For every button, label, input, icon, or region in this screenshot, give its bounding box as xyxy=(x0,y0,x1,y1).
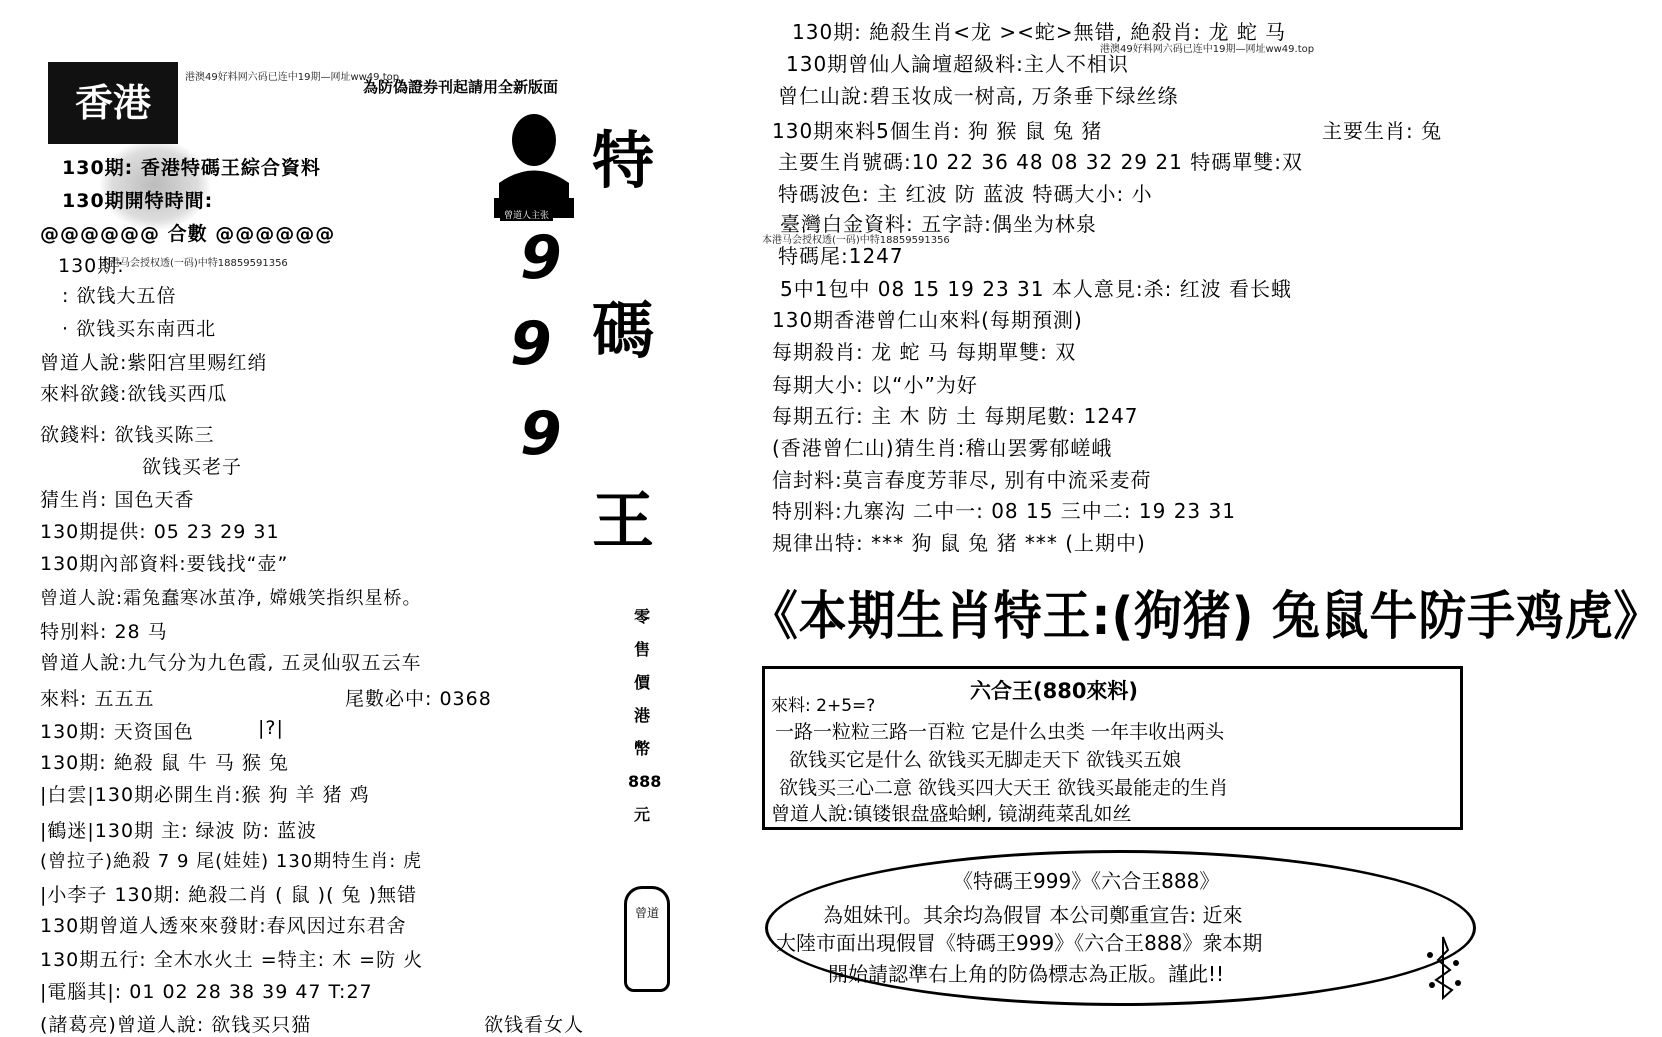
anti-counterfeit-mark-icon xyxy=(1418,935,1468,1000)
left-line-dongnan: · 欲钱买东南西北 xyxy=(62,318,217,340)
right-line-biyu: 曾仁山說:碧玉妆成一树高, 万条垂下绿丝绦 xyxy=(778,84,1179,108)
right-line-caishengxiao: (香港曾仁山)猜生肖:稽山罢雾郁嵯峨 xyxy=(772,436,1113,460)
left-line-jueshas: 130期: 絶殺 鼠 牛 马 猴 兔 xyxy=(40,752,289,774)
box-line-1: 一路一粒粒三路一百粒 它是什么虫类 一年丰收出两头 xyxy=(775,721,1225,743)
oval-line-2: 為姐妹刊。其余均為假冒 本公司鄭重宣告: 近來 xyxy=(823,903,1243,927)
left-line-wuxing: 130期五行: 全木水火土 =特主: 木 =防 火 xyxy=(40,949,424,971)
right-line-wuzhongyi: 5中1包中 08 15 19 23 31 本人意見:杀: 红波 看长蛾 xyxy=(780,277,1293,301)
left-line-weishu: 尾數必中: 0368 xyxy=(345,688,492,710)
portrait-caption: 曾道人主张 xyxy=(500,208,553,221)
right-line-tebie: 特別料:九寨沟 二中一: 08 15 三中二: 19 23 31 xyxy=(772,499,1236,523)
right-line-xinfeng: 信封料:莫言春度芳菲尽, 别有中流采麦荷 xyxy=(772,468,1152,492)
box-line-2: 欲钱买它是什么 欲钱买无脚走天下 欲钱买五娘 xyxy=(789,749,1182,771)
left-line-130: 130期: xyxy=(58,255,125,277)
left-line-diannao: |電腦其|: 01 02 28 38 39 47 T:27 xyxy=(40,981,373,1003)
left-line-title: 130期: 香港特碼王綜合資料 xyxy=(62,157,321,179)
liuhewang-box xyxy=(762,666,1463,830)
title-char-wang: 王 xyxy=(592,484,655,557)
left-line-wuwuwu: 來料: 五五五 xyxy=(40,688,155,710)
left-line-neibu: 130期內部資料:要钱找“壶” xyxy=(40,553,289,575)
watermark-top-left: 港澳49好料网六码已连中19期—网址ww49.top xyxy=(185,72,400,83)
nine-digit-3: 9 xyxy=(520,399,562,469)
left-line-zenglazi: (曾拉子)絶殺 7 9 尾(娃娃) 130期特生肖: 虎 xyxy=(40,851,423,872)
portrait-image xyxy=(494,108,574,218)
hongkong-logo: 香港 xyxy=(48,62,178,144)
box-line-3: 欲钱买三心二意 欲钱买四大天王 欲钱买最能走的生肖 xyxy=(779,777,1229,799)
left-line-tianzi: 130期: 天资国色 xyxy=(40,721,194,743)
left-line-tigong: 130期提供: 05 23 29 31 xyxy=(40,521,280,543)
box-question: 來料: 2+5=? xyxy=(771,696,876,716)
left-line-xiaolizi: |小李子 130期: 絶殺二肖 ( 鼠 )( 兔 )無错 xyxy=(40,884,417,906)
title-char-ma: 碼 xyxy=(592,294,655,367)
oval-line-1: 《特碼王999》《六合王888》 xyxy=(953,869,1220,893)
watermark-mid-left: 本港马会授权透(一码)中特18859591356 xyxy=(100,258,288,269)
right-line-daxiao: 每期大小: 以“小”为好 xyxy=(772,373,978,397)
left-line-tebieliao: 特別料: 28 马 xyxy=(40,621,168,643)
right-line-guilv: 規律出特: *** 狗 鼠 兔 猪 *** (上期中) xyxy=(772,531,1146,555)
left-line-hemi: |鶴迷|130期 主: 绿波 防: 蓝波 xyxy=(40,820,318,842)
left-line-heshu: @@@@@@ 合數 @@@@@@ xyxy=(40,223,336,245)
right-line-wuxing: 每期五行: 主 木 防 土 每期尾數: 1247 xyxy=(772,404,1139,428)
left-line-dawubei: : 欲钱大五倍 xyxy=(62,285,177,307)
zodiac-slogan: 《本期生肖特王:(狗猪) 兔鼠牛防手鸡虎》 xyxy=(750,587,1662,647)
left-line-xigua: 來料欲錢:欲钱买西瓜 xyxy=(40,383,228,405)
right-line-luntan: 130期曾仙人論壇超級料:主人不相识 xyxy=(786,52,1129,76)
right-line-taiwan: 臺灣白金資料: 五字詩:偶坐为林泉 xyxy=(780,212,1097,236)
right-line-jueshas: 130期: 絶殺生肖<龙 ><蛇>無错, 絶殺肖: 龙 蛇 马 xyxy=(792,20,1287,44)
notice-oval xyxy=(765,850,1476,1006)
left-line-guose: 猜生肖: 国色天香 xyxy=(40,489,195,511)
right-line-shaxiao: 每期殺肖: 龙 蛇 马 每期單雙: 双 xyxy=(772,340,1077,364)
box-line-4: 曾道人說:镇镂银盘盛蛤蜊, 镜湖莼菜乱如丝 xyxy=(771,803,1132,825)
title-char-te: 特 xyxy=(592,124,655,197)
right-line-main-zodiac: 主要生肖: 兔 xyxy=(1322,119,1443,143)
left-line-shuangtu: 曾道人說:霜兔蠢寒冰茧净, 嫦娥笑指织星桥。 xyxy=(40,588,422,609)
left-line-zidao: 曾道人說:紫阳宫里赐红绡 xyxy=(40,352,268,374)
left-line-nvren: 欲钱看女人 xyxy=(484,1014,585,1036)
box-title: 六合王(880來料) xyxy=(970,679,1139,703)
left-line-zhuge: (諸葛亮)曾道人說: 欲钱买只猫 xyxy=(40,1014,312,1036)
left-line-tianzi-box: |?| xyxy=(258,717,284,739)
anti-counterfeit-banner: 為防偽證券刊起請用全新版面 xyxy=(363,78,559,96)
oval-line-4: 開始請認準右上角的防偽標志為正版。謹此!! xyxy=(828,962,1225,986)
left-line-chensan: 欲錢料: 欲钱买陈三 xyxy=(40,424,215,446)
watermark-mid-right: 本港马会授权透(一码)中特18859591356 xyxy=(762,235,950,246)
right-line-tema-wei: 特碼尾:1247 xyxy=(778,244,904,268)
left-line-baiyun: |白雲|130期必開生肖:猴 狗 羊 猪 鸡 xyxy=(40,784,370,806)
left-line-chunfeng: 130期曾道人透來來發財:春风因过东君舍 xyxy=(40,915,407,937)
right-line-bose: 特碼波色: 主 红波 防 蓝波 特碼大小: 小 xyxy=(778,182,1153,206)
price-vertical-text: 零售價港幣888元 xyxy=(628,607,662,824)
right-line-zengrenshan: 130期香港曾仁山來料(每期預測) xyxy=(772,308,1083,332)
seal-stamp: 曾道 xyxy=(624,886,670,992)
oval-line-3: 大陸市面出現假冒《特碼王999》《六合王888》衆本期 xyxy=(776,931,1263,955)
right-line-wugeshengxiao: 130期來料5個生肖: 狗 猴 鼠 兔 猪 xyxy=(772,119,1103,143)
left-line-time: 130期開特時間: xyxy=(62,190,214,212)
left-line-jiuqi: 曾道人說:九气分为九色霞, 五灵仙驭五云车 xyxy=(40,652,422,674)
watermark-top-right: 港澳49好料网六码已连中19期—网址ww49.top xyxy=(1100,44,1315,55)
right-line-haoma: 主要生肖號碼:10 22 36 48 08 32 29 21 特碼單雙:双 xyxy=(778,150,1303,174)
nine-digit-1: 9 xyxy=(520,223,562,293)
left-line-laozi: 欲钱买老子 xyxy=(142,456,243,478)
nine-digit-2: 9 xyxy=(510,309,552,379)
